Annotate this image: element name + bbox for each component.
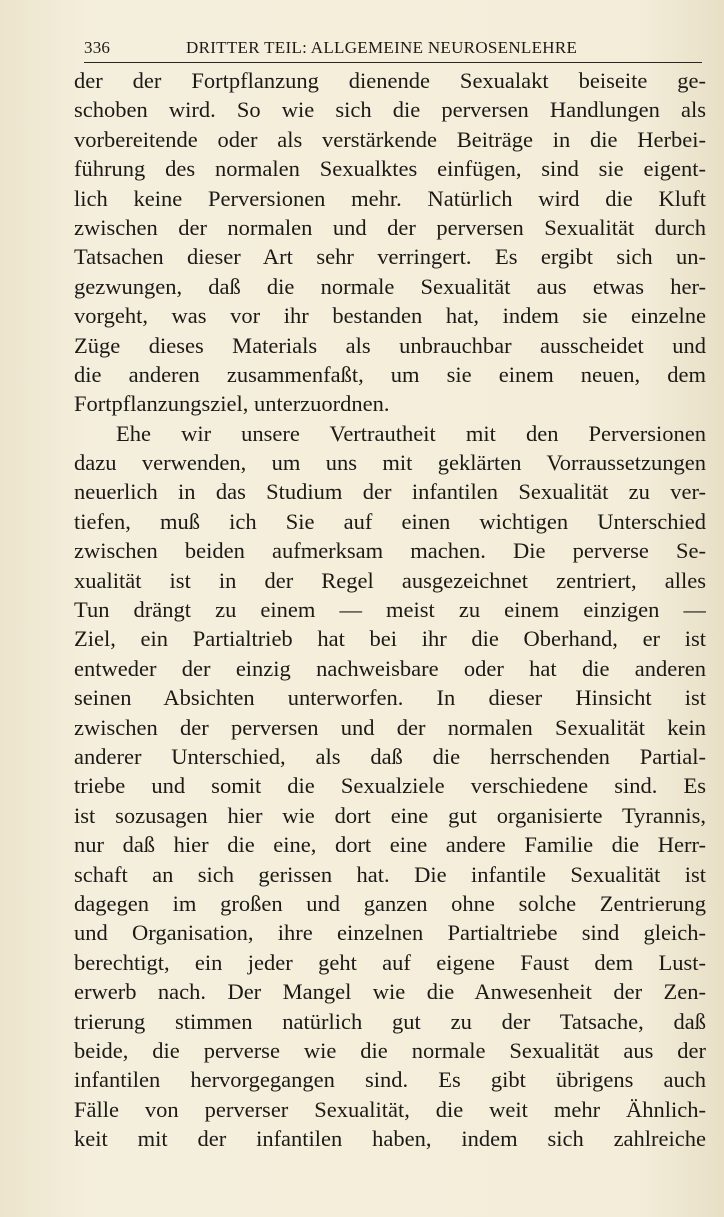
text-line: zwischen beiden aufmerksam machen. Die perverse Se- — [74, 538, 706, 564]
text-line: gezwungen, daß die normale Sexualität aus etwas her- — [74, 273, 706, 299]
text-line: vorbereitende oder als verstärkende Beiträge in die Herbei- — [74, 126, 706, 152]
text-line: Tatsachen dieser Art sehr verringert. Es ergibt sich un- — [74, 244, 706, 270]
text-line: schaft an sich gerissen hat. Die infantile Sexualität ist — [74, 861, 706, 887]
text-line: vorgeht, was vor ihr bestanden hat, indem sie einzelne — [74, 303, 706, 329]
text-line: dazu verwenden, um uns mit geklärten Vorraussetzungen — [74, 450, 706, 476]
text-line: Fortpflanzungsziel, unterzuordnen. — [74, 391, 390, 417]
text-line: xualität ist in der Regel ausgezeichnet zentriert, alles — [74, 567, 706, 593]
text-line: schoben wird. So wie sich die perversen Handlungen als — [74, 97, 706, 123]
paragraph-1 — [74, 66, 706, 419]
text-line: keit mit der infantilen haben, indem sich zahlreiche — [74, 1126, 706, 1152]
body-text — [74, 66, 706, 1153]
text-line: trierung stimmen natürlich gut zu der Tatsache, daß — [74, 1008, 706, 1034]
text-line: führung des normalen Sexualktes einfügen, sind sie eigent- — [74, 156, 706, 182]
text-line: seinen Absichten unterworfen. In dieser Hinsicht ist — [74, 685, 706, 711]
text-line: tiefen, muß ich Sie auf einen wichtigen Unterschied — [74, 508, 706, 534]
text-line: die anderen zusammenfaßt, um sie einem neuen, dem — [74, 361, 706, 387]
text-line: berechtigt, ein jeder geht auf eigene Faust dem Lust- — [74, 949, 706, 975]
text-line: nur daß hier die eine, dort eine andere Familie die Herr- — [74, 832, 706, 858]
text-line: beide, die perverse wie die normale Sexualität aus der — [74, 1037, 706, 1063]
text-line: Tun drängt zu einem — meist zu einem einzigen — — [74, 597, 706, 623]
text-line: Ziel, ein Partialtrieb hat bei ihr die Oberhand, er ist — [74, 626, 706, 652]
text-line: zwischen der perversen und der normalen Sexualität kein — [74, 714, 706, 740]
text-line: Ehe wir unsere Vertrautheit mit den Perversionen — [116, 420, 706, 446]
text-line: erwerb nach. Der Mangel wie die Anwesenheit der Zen- — [74, 979, 706, 1005]
text-line: neuerlich in das Studium der infantilen Sexualität zu ver- — [74, 479, 706, 505]
text-line: Fälle von perverser Sexualität, die weit mehr Ähnlich- — [74, 1096, 706, 1122]
text-line: entweder der einzig nachweisbare oder hat die anderen — [74, 655, 706, 681]
page-header — [84, 34, 702, 63]
text-line: Züge dieses Materials als unbrauchbar ausscheidet und — [74, 332, 706, 358]
text-line: und Organisation, ihre einzelnen Partialtriebe sind gleich- — [74, 920, 706, 946]
page-number: 336 — [84, 38, 111, 57]
text-line: dagegen im großen und ganzen ohne solche Zentrierung — [74, 890, 706, 916]
text-line: ist sozusagen hier wie dort eine gut organisierte Tyrannis, — [74, 802, 706, 828]
text-line: infantilen hervorgegangen sind. Es gibt übrigens auch — [74, 1067, 706, 1093]
text-line: anderer Unterschied, als daß die herrschenden Partial- — [74, 743, 706, 769]
running-head: DRITTER TEIL: ALLGEMEINE NEUROSENLEHRE — [186, 38, 578, 57]
text-line: triebe und somit die Sexualziele verschiedene sind. Es — [74, 773, 706, 799]
text-line: der der Fortpflanzung dienende Sexualakt beiseite ge- — [74, 68, 706, 93]
paragraph-2 — [74, 419, 706, 1154]
text-line: zwischen der normalen und der perversen Sexualität durch — [74, 214, 706, 240]
text-line: lich keine Perversionen mehr. Natürlich wird die Kluft — [74, 185, 706, 211]
